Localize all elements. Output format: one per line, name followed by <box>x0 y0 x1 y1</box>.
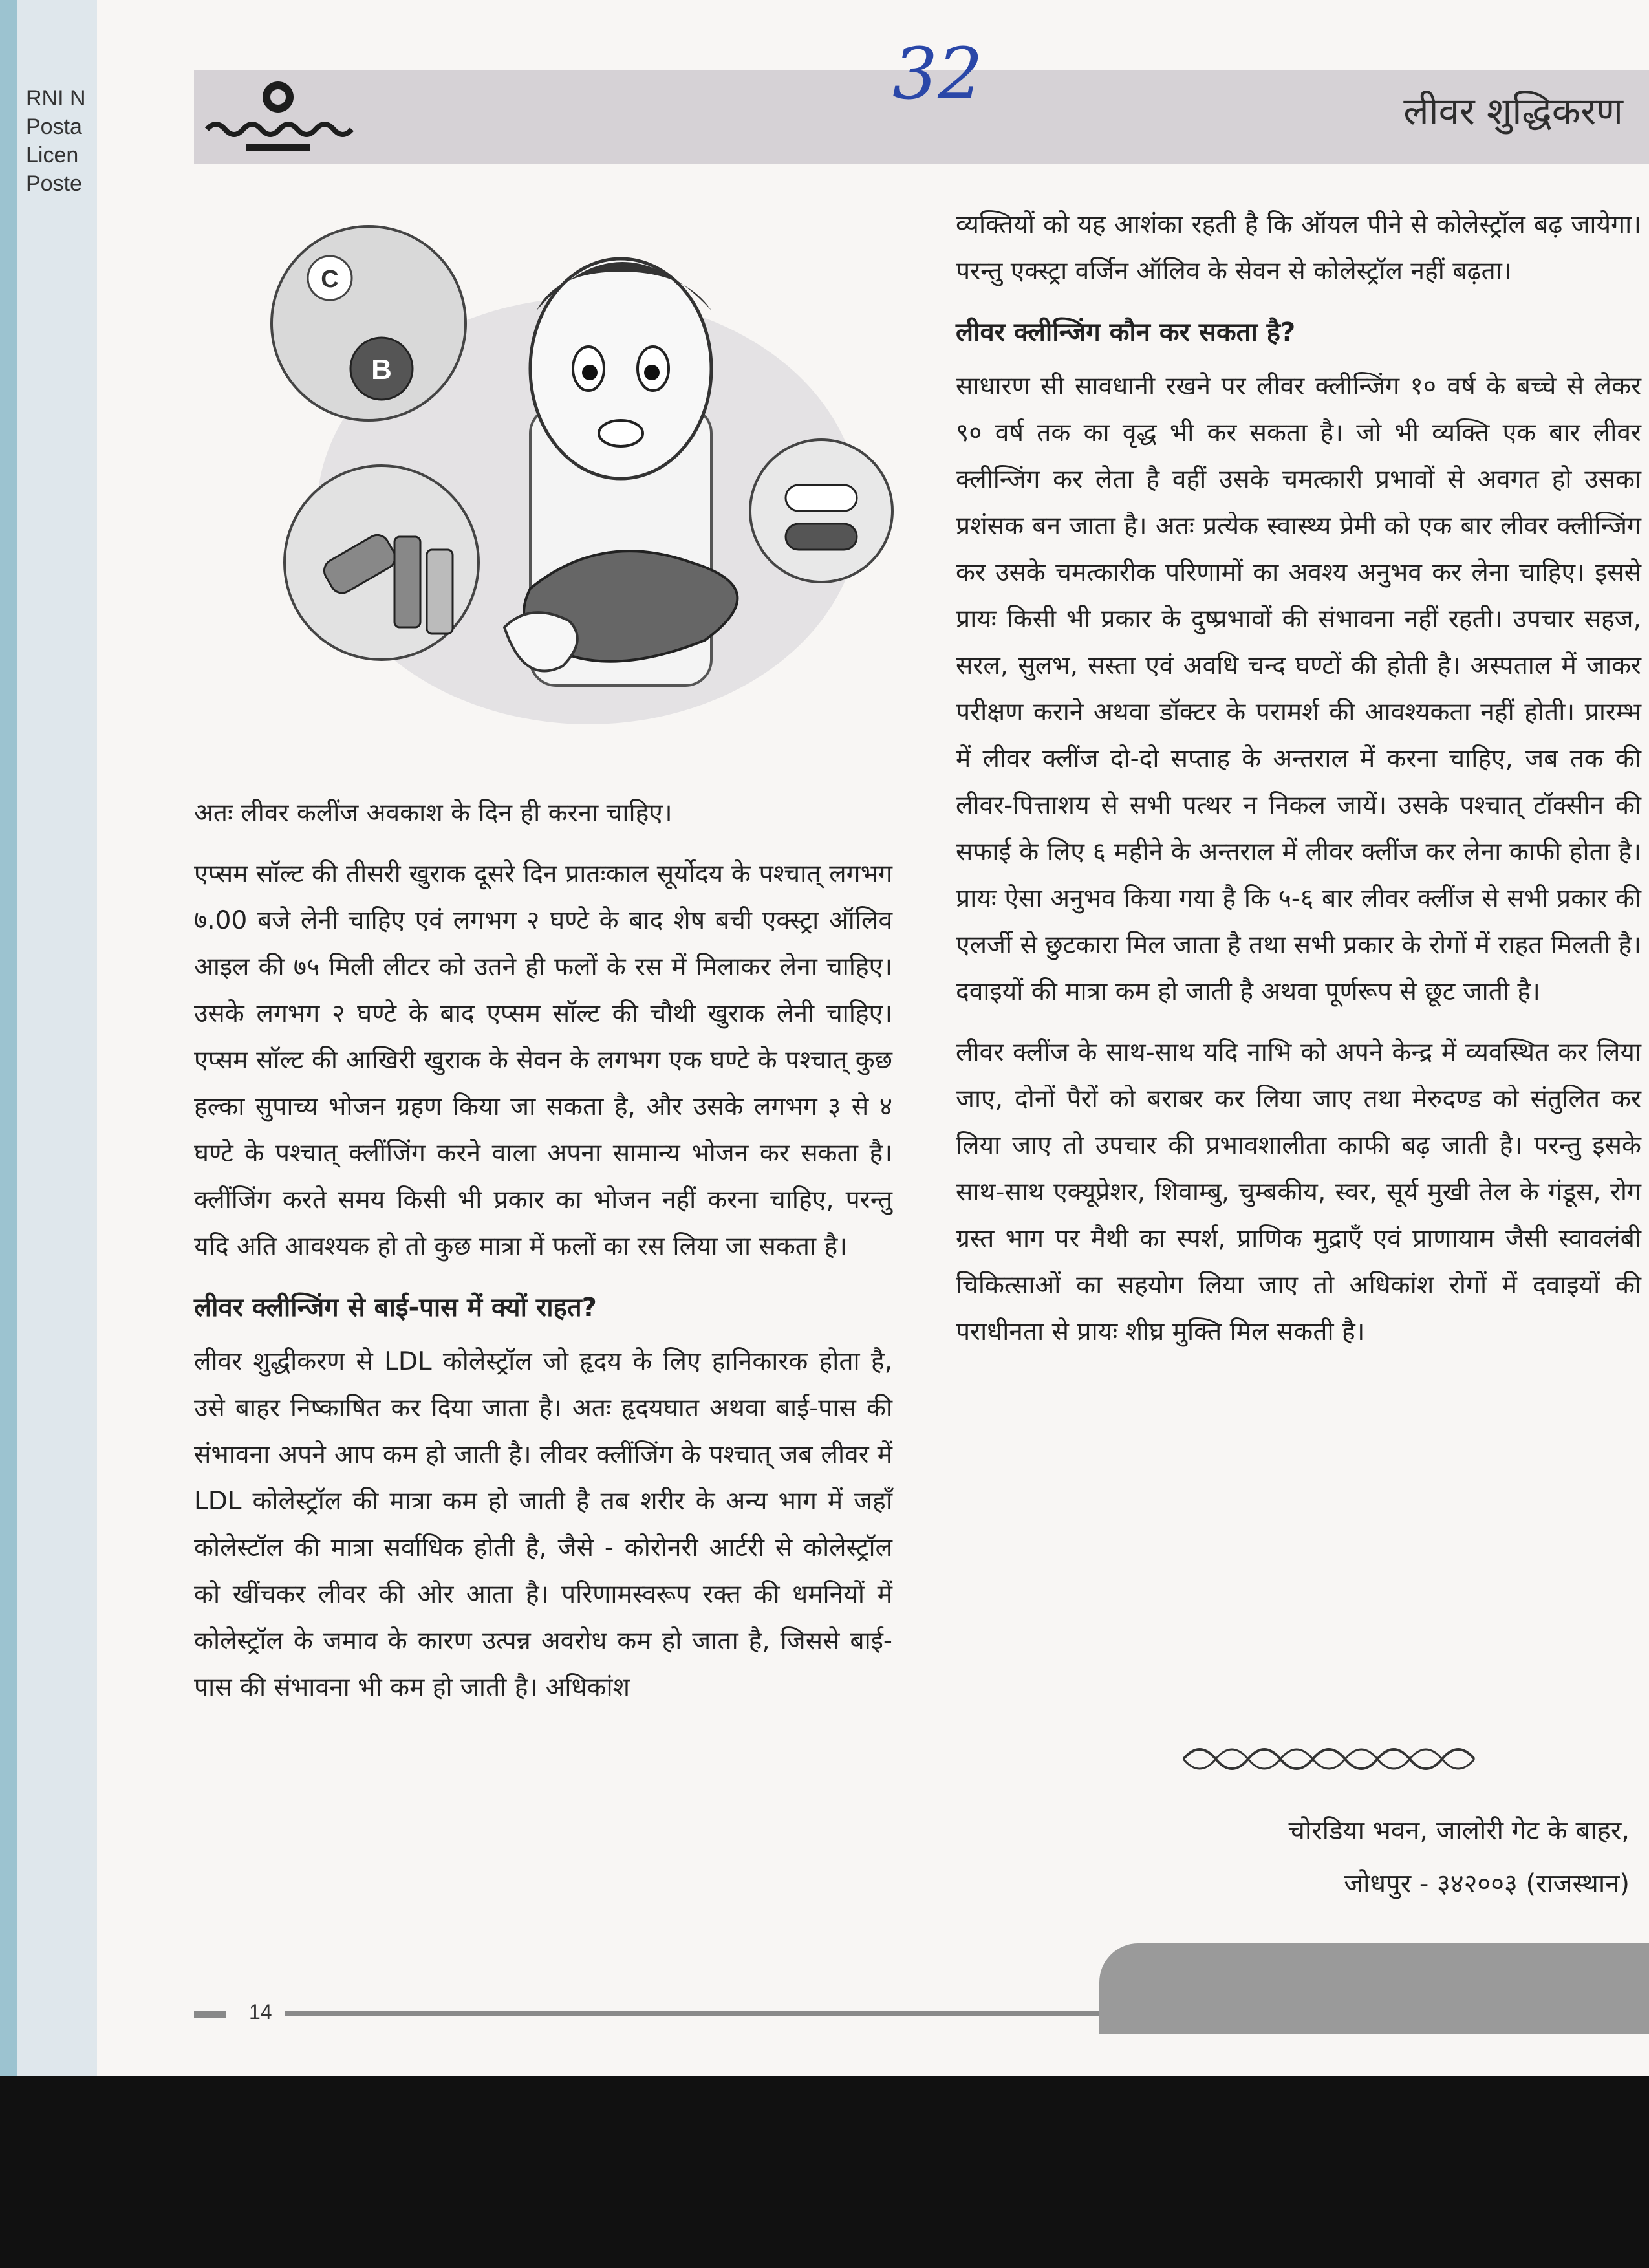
liver-illustration <box>252 175 899 737</box>
handwritten-page-mark: 32 <box>892 32 983 115</box>
footer-rule <box>285 2011 1099 2016</box>
subheading: लीवर क्लीन्जिंग कौन कर सकता है? <box>956 318 1296 347</box>
section-title: लीवर शुद्धिकरण <box>1403 89 1623 133</box>
right-text-column <box>956 202 1641 1370</box>
wave-logo-icon <box>200 71 362 162</box>
author-address <box>1289 1804 1630 1910</box>
page-number: 14 <box>249 2000 272 2024</box>
virus-b-badge: B <box>371 354 392 385</box>
footer-rule-short <box>194 2011 226 2018</box>
margin-line: Posta <box>26 114 82 139</box>
scan-background <box>0 2076 1649 2268</box>
paragraph: साधारण सी सावधानी रखने पर लीवर क्लीन्जिंग १० वर्ष के बच्चे से लेकर ९० वर्ष तक का वृद्ध भी कर सकता है। जो भी व्यक्ति एक बार लीवर क्लीन्जिंग कर लेता है वहीं उसके चमत्कारी प्रभावों से अवगत हो उसका प्रशंसक बन जाता है। अतः प्रत्येक स्वास्थ्य प्रेमी को एक बार लीवर क्लीन्जिंग कर उसके चमत्कारीक परिणामों का अवश्य अनुभव कर लेना चाहिए। इससे प्रायः किसी भी प्रकार के दुष्प्रभावों की संभावना नहीं रहती। उपचार सहज, सरल, सुलभ, सस्ता एवं अवधि चन्द घण्टों की होती है। अस्पताल में जाकर परीक्षण कराने अथवा डॉक्टर के परामर्श की आवश्यकता नहीं होती। प्रारम्भ में लीवर क्लींज दो-दो सप्ताह के अन्तराल में करना चाहिए, जब तक की लीवर-पित्ताशय से सभी पत्थर न निकल जायें। उसके पश्चात् टॉक्सीन की सफाई के लिए ६ महीने के अन्तराल में लीवर क्लींज कर लेना काफी होता है। प्रायः ऐसा अनुभव किया गया है कि ५-६ बार लीवर क्लींज से सभी प्रकार की एलर्जी से छुटकारा मिल जाता है तथा सभी प्रकार के रोगों में राहत मिलती है। दवाइयों की मात्रा कम हो जाती है अथवा पूर्णरूप से छूट जाती है। <box>956 372 1641 1006</box>
margin-line: Licen <box>26 143 79 167</box>
paragraph: अतः लीवर कलींज अवकाश के दिन ही करना चाहिए। <box>194 799 673 828</box>
blue-cover-edge <box>0 0 17 2076</box>
address-line: जोधपुर - ३४२००३ (राजस्थान) <box>1344 1869 1630 1899</box>
paragraph: लीवर क्लींज के साथ-साथ यदि नाभि को अपने केन्द्र में व्यवस्थित कर लिया जाए, दोनों पैरों को बराबर कर लिया जाए तथा मेरुदण्ड को संतुलित कर लिया जाए तो उपचार की प्रभावशालीता काफी बढ़ जाती है। परन्तु इसके साथ-साथ एक्यूप्रेशर, शिवाम्बु, चुम्बकीय, स्वर, सूर्य मुखी तेल के गंडूस, रोग ग्रस्त भाग पर मैथी का स्पर्श, प्राणिक मुद्राएँ एवं प्राणायाम जैसी स्वावलंबी चिकित्साओं का सहयोग लिया जाए तो अधिकांश रोगों में दवाइयों की पराधीनता से प्रायः शीघ्र मुक्ति मिल सकती है। <box>956 1038 1641 1346</box>
decorative-divider-icon <box>1177 1733 1487 1785</box>
subheading: लीवर क्लीन्जिंग से बाई-पास में क्यों राहत? <box>194 1293 597 1323</box>
paragraph: व्यक्तियों को यह आशंका रहती है कि ऑयल पीने से कोलेस्ट्रॉल बढ़ जायेगा। परन्तु एक्स्ट्रा वर्जिन ऑलिव के सेवन से कोलेस्ट्रॉल नहीं बढ़ता। <box>956 210 1641 286</box>
paragraph: लीवर शुद्धीकरण से LDL कोलेस्ट्रॉल जो हृदय के लिए हानिकारक होता है, उसे बाहर निष्काषित कर दिया जाता है। अतः हृदयघात अथवा बाई-पास की संभावना अपने आप कम हो जाती है। लीवर क्लींजिंग के पश्चात् जब लीवर में LDL कोलेस्ट्रॉल की मात्रा कम हो जाती है तब शरीर के अन्य भाग में जहाँ कोलेस्टॉल की मात्रा सर्वाधिक होती है, जैसे - कोरोनरी आर्टरी से कोलेस्ट्रॉल को खींचकर लीवर की ओर आता है। परिणामस्वरूप रक्त की धमनियों में कोलेस्ट्रॉल के जमाव के कारण उत्पन्न अवरोध कम हो जाता है, जिससे बाई-पास की संभावना भी कम हो जाती है। अधिकांश <box>194 1347 892 1702</box>
address-line: चोरडिया भवन, जालोरी गेट के बाहर, <box>1288 1816 1630 1846</box>
virus-c-badge: C <box>321 266 339 293</box>
margin-text <box>26 84 86 198</box>
paragraph: एप्सम सॉल्ट की तीसरी खुराक दूसरे दिन प्रातःकाल सूर्योदय के पश्चात् लगभग ७.00 बजे लेनी चाहिए एवं लगभग २ घण्टे के बाद शेष बची एक्स्ट्रा ऑलिव आइल की ७५ मिली लीटर को उतने ही फलों के रस में मिलाकर लेना चाहिए। उसके लगभग २ घण्टे के बाद एप्सम सॉल्ट की चौथी खुराक लेनी चाहिए। एप्सम सॉल्ट की आखिरी खुराक के सेवन के लगभग एक घण्टे के पश्चात् कुछ हल्का सुपाच्य भोजन ग्रहण किया जा सकता है, और उसके लगभग ३ से ४ घण्टे के पश्चात् क्लींजिंग करने वाला अपना सामान्य भोजन कर सकता है। क्लींजिंग करते समय किसी भी प्रकार का भोजन नहीं करना चाहिए, परन्तु यदि अति आवश्यक हो तो कुछ मात्रा में फलों का रस लिया जा सकता है। <box>194 859 892 1261</box>
margin-line: Poste <box>26 171 82 196</box>
margin-line: RNI N <box>26 86 86 111</box>
footer-band <box>1099 1943 1649 2034</box>
adjacent-page-edge <box>0 0 97 2076</box>
left-text-column <box>194 790 892 1725</box>
